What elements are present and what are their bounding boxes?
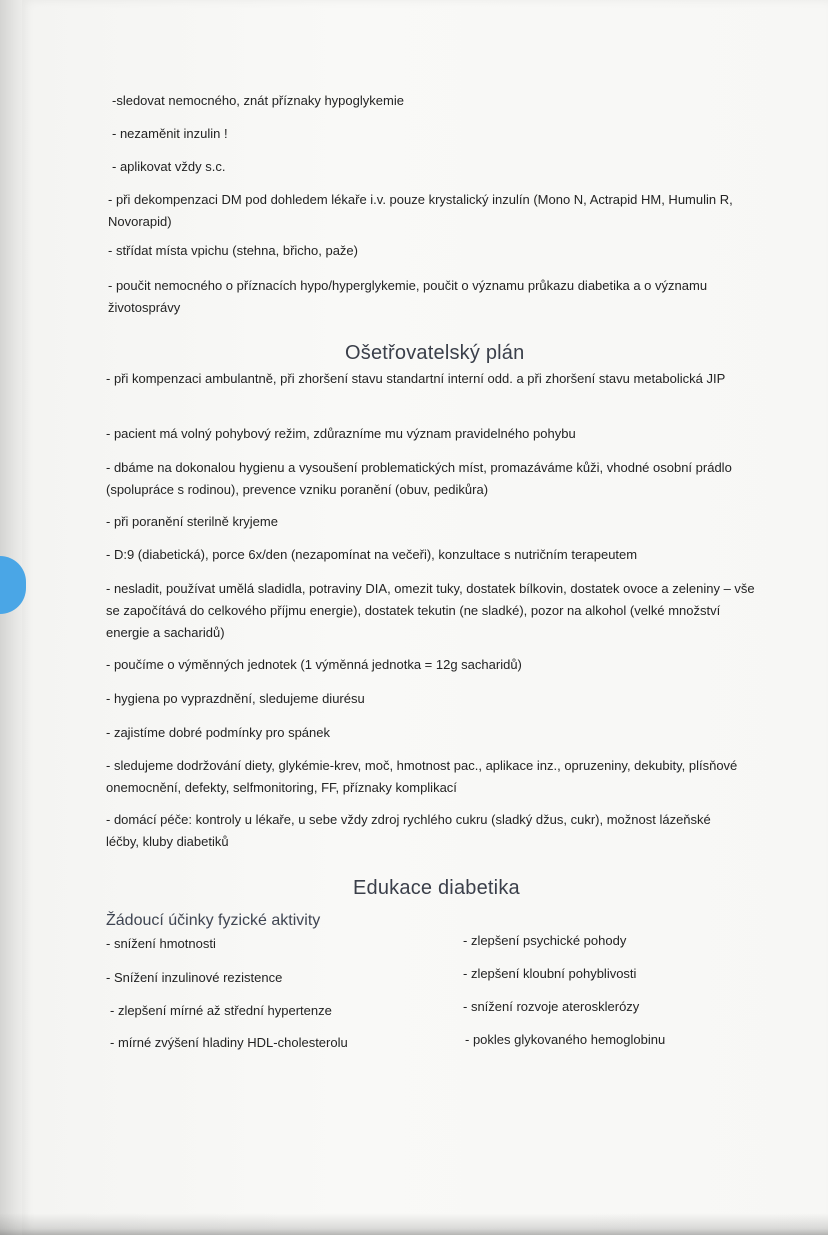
top-item-2: - nezaměnit inzulin ! xyxy=(112,126,228,141)
benefit-right-item: - zlepšení psychické pohody xyxy=(463,933,627,948)
benefit-right-item: - snížení rozvoje aterosklerózy xyxy=(463,999,640,1014)
page-edge-shadow xyxy=(0,0,22,1235)
nursing-plan-item: - pacient má volný pohybový režim, zdůrazníme mu význam pravidelného pohybu xyxy=(106,426,576,441)
nursing-plan-item: - při kompenzaci ambulantně, při zhoršení stavu standartní interní odd. a při zhoršení stavu metabolická JIP xyxy=(106,371,726,386)
benefit-left-item: - mírné zvýšení hladiny HDL-cholesterolu xyxy=(110,1035,348,1050)
nursing-plan-item: - nesladit, používat umělá sladidla, potraviny DIA, omezit tuky, dostatek bílkovin, dostatek ovoce a zeleniny – vše se započítává do celkového příjmu energie), dostatek tekutin (ne sladké), pozor na alkohol (velké množství energie a sacharidů) xyxy=(106,581,755,640)
nursing-plan-item: - D:9 (diabetická), porce 6x/den (nezapomínat na večeři), konzultace s nutričním terapeutem xyxy=(106,547,638,562)
education-subheading: Žádoucí účinky fyzické aktivity xyxy=(106,912,321,929)
nursing-plan-heading: Ošetřovatelský plán xyxy=(345,342,525,364)
benefit-left-item: - zlepšení mírné až střední hypertenze xyxy=(110,1003,332,1018)
top-item-5: - střídat místa vpichu (stehna, břicho, paže) xyxy=(108,243,358,258)
nursing-plan-item: - při poranění sterilně kryjeme xyxy=(106,514,278,529)
nursing-plan-item: - zajistíme dobré podmínky pro spánek xyxy=(106,725,330,740)
top-item-4: - při dekompenzaci DM pod dohledem lékaře i.v. pouze krystalický inzulín (Mono N, Actrapid HM, Humulin R, Novorapid) xyxy=(108,192,733,229)
education-heading: Edukace diabetika xyxy=(353,877,520,899)
top-item-3: - aplikovat vždy s.c. xyxy=(112,159,226,174)
page-bottom-shadow xyxy=(0,1213,828,1235)
top-item-1: -sledovat nemocného, znát příznaky hypoglykemie xyxy=(112,93,404,108)
nursing-plan-item: - hygiena po vyprazdnění, sledujeme diurésu xyxy=(106,691,365,706)
benefit-left-item: - Snížení inzulinové rezistence xyxy=(106,970,283,985)
nursing-plan-item: - dbáme na dokonalou hygienu a vysoušení problematických míst, promazáváme kůži, vhodné osobní prádlo (spolupráce s rodinou), prevence vzniku poranění (obuv, pedikůra) xyxy=(106,460,732,497)
top-item-6: - poučit nemocného o příznacích hypo/hyperglykemie, poučit o významu průkazu diabetika a o významu životosprávy xyxy=(108,278,708,315)
benefit-right-item: - zlepšení kloubní pohyblivosti xyxy=(463,966,637,981)
nursing-plan-item: - sledujeme dodržování diety, glykémie-krev, moč, hmotnost pac., aplikace inz., opruzeniny, dekubity, plísňové onemocnění, defekty, selfmonitoring, FF, příznaky komplikací xyxy=(106,758,738,795)
benefit-left-item: - snížení hmotnosti xyxy=(106,936,216,951)
benefit-right-item: - pokles glykovaného hemoglobinu xyxy=(465,1032,666,1047)
nursing-plan-item: - poučíme o výměnných jednotek (1 výměnná jednotka = 12g sacharidů) xyxy=(106,657,522,672)
nursing-plan-item: - domácí péče: kontroly u lékaře, u sebe vždy zdroj rychlého cukru (sladký džus, cukr), možnost lázeňské léčby, kluby diabetiků xyxy=(106,812,711,849)
